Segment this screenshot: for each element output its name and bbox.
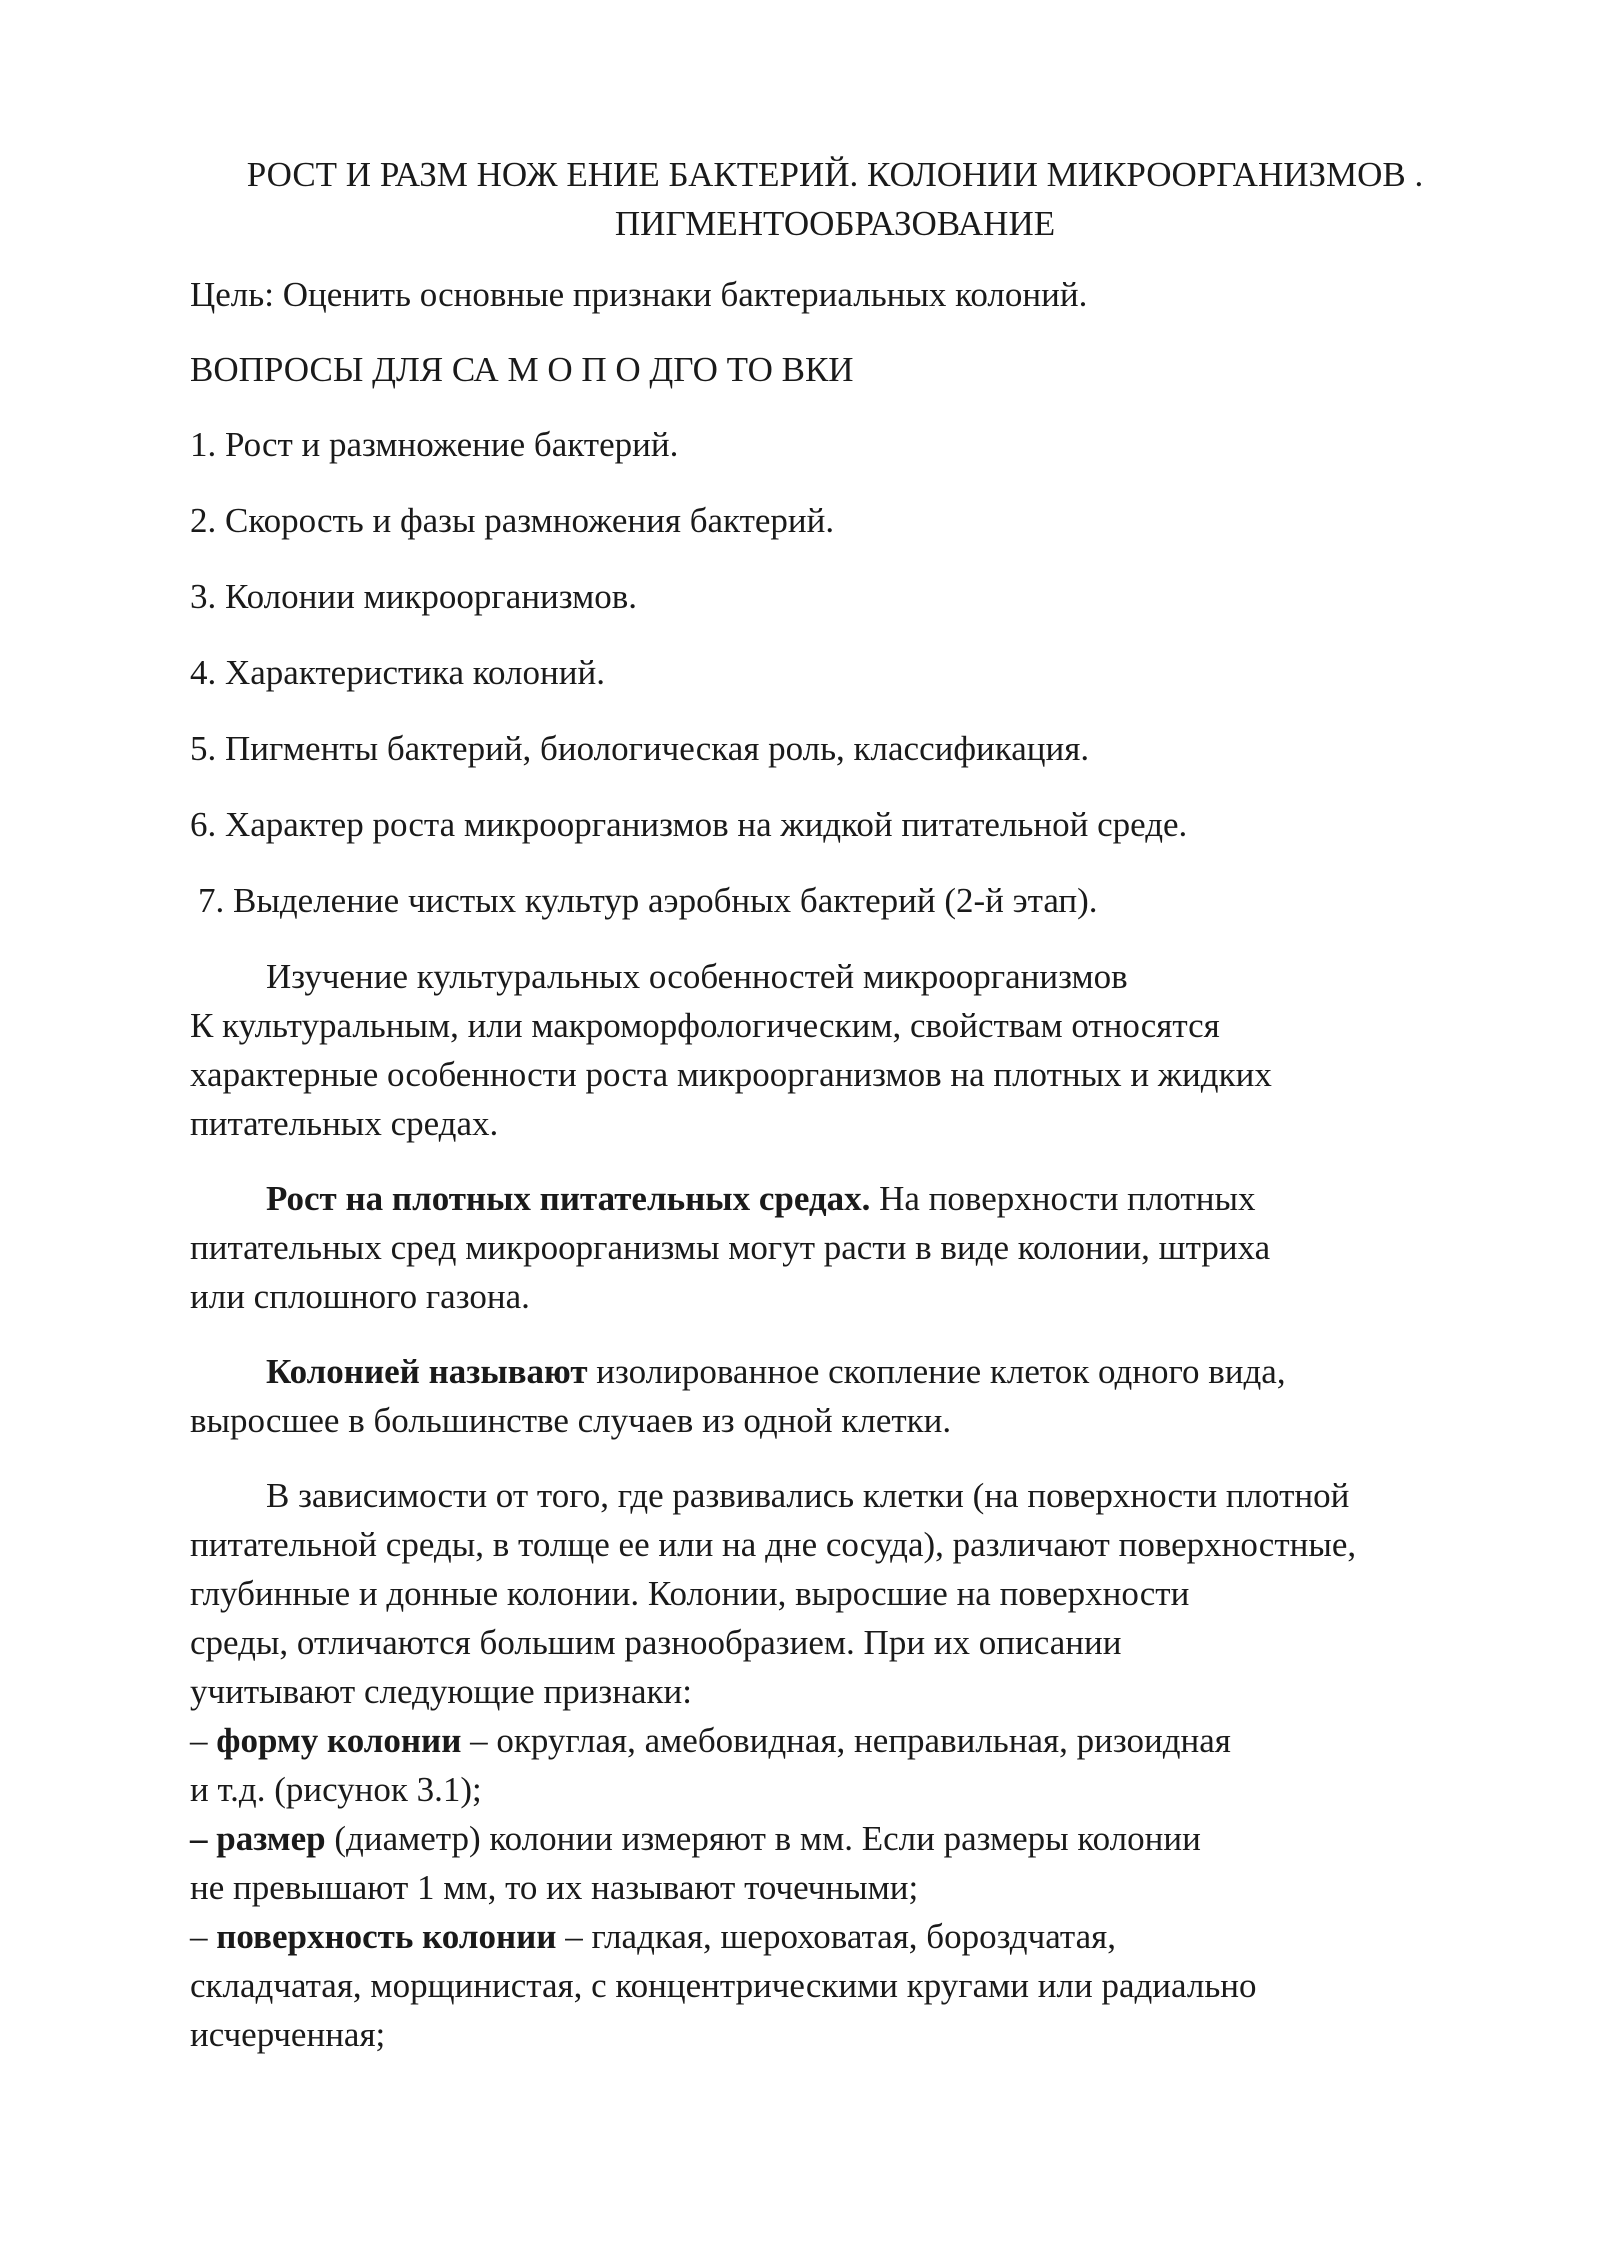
paragraph-text: На поверхности плотных bbox=[870, 1179, 1256, 1218]
paragraph-text: питательных сред микроорганизмы могут расти в виде колонии, штриха bbox=[190, 1228, 1271, 1267]
paragraph-text: выросшее в большинстве случаев из одной клетки. bbox=[190, 1401, 952, 1440]
paragraph-colony-definition bbox=[190, 1347, 1480, 1445]
title-line-2: ПИГМЕНТООБРАЗОВАНИЕ bbox=[614, 204, 1056, 243]
paragraph-cultural-properties bbox=[190, 952, 1480, 1148]
bold-term: Рост на плотных питательных средах. bbox=[266, 1179, 871, 1218]
question-item: 4. Характеристика колоний. bbox=[190, 653, 605, 692]
paragraph-colony-features bbox=[190, 1471, 1480, 2059]
paragraph-text: или сплошного газона. bbox=[190, 1277, 530, 1316]
document-title bbox=[190, 150, 1480, 248]
paragraph-text: глубинные и донные колонии. Колонии, выросшие на поверхности bbox=[190, 1574, 1190, 1613]
bold-term: Колонией называют bbox=[266, 1352, 588, 1391]
bold-term: – размер bbox=[190, 1819, 326, 1858]
paragraph-text: Изучение культуральных особенностей микроорганизмов bbox=[266, 957, 1128, 996]
paragraph-text: питательной среды, в толще ее или на дне сосуда), различают поверхностные, bbox=[190, 1525, 1357, 1564]
paragraph-text: не превышают 1 мм, то их называют точечными; bbox=[190, 1868, 919, 1907]
bold-term: поверхность колонии bbox=[216, 1917, 557, 1956]
paragraph-text: изолированное скопление клеток одного вида, bbox=[587, 1352, 1286, 1391]
list-item-shape: – форму колонии – округлая, амебовидная, неправильная, ризоидная bbox=[190, 1721, 1231, 1760]
questions-heading: ВОПРОСЫ ДЛЯ СА М О П О ДГО ТО ВКИ bbox=[190, 350, 854, 389]
title-line-1: РОСТ И РАЗМ НОЖ ЕНИЕ БАКТЕРИЙ. КОЛОНИИ МИКРООРГАНИЗМОВ . bbox=[246, 155, 1424, 194]
goal-statement: Цель: Оценить основные признаки бактериальных колоний. bbox=[190, 275, 1088, 314]
paragraph-text: складчатая, морщинистая, с концентрическими кругами или радиально bbox=[190, 1966, 1257, 2005]
list-item-surface: – поверхность колонии – гладкая, шероховатая, бороздчатая, bbox=[190, 1917, 1116, 1956]
question-item: 7. Выделение чистых культур аэробных бактерий (2-й этап). bbox=[198, 881, 1098, 920]
document-page bbox=[190, 150, 1480, 2085]
question-item: 5. Пигменты бактерий, биологическая роль, классификация. bbox=[190, 729, 1090, 768]
paragraph-text: В зависимости от того, где развивались клетки (на поверхности плотной bbox=[266, 1476, 1350, 1515]
paragraph-text: среды, отличаются большим разнообразием. При их описании bbox=[190, 1623, 1122, 1662]
question-item: 1. Рост и размножение бактерий. bbox=[190, 425, 679, 464]
question-item: 2. Скорость и фазы размножения бактерий. bbox=[190, 501, 835, 540]
question-item: 3. Колонии микроорганизмов. bbox=[190, 577, 638, 616]
paragraph-text: исчерченная; bbox=[190, 2015, 386, 2054]
paragraph-solid-media bbox=[190, 1174, 1480, 1321]
questions-list bbox=[190, 420, 1480, 925]
paragraph-text: характерные особенности роста микроорганизмов на плотных и жидких bbox=[190, 1055, 1272, 1094]
paragraph-text: К культуральным, или макроморфологическим, свойствам относятся bbox=[190, 1006, 1220, 1045]
list-item-size: – размер (диаметр) колонии измеряют в мм. Если размеры колонии bbox=[190, 1819, 1201, 1858]
question-item: 6. Характер роста микроорганизмов на жидкой питательной среде. bbox=[190, 805, 1188, 844]
bold-term: форму колонии bbox=[216, 1721, 462, 1760]
paragraph-text: и т.д. (рисунок 3.1); bbox=[190, 1770, 482, 1809]
paragraph-text: учитывают следующие признаки: bbox=[190, 1672, 692, 1711]
paragraph-text: питательных средах. bbox=[190, 1104, 499, 1143]
